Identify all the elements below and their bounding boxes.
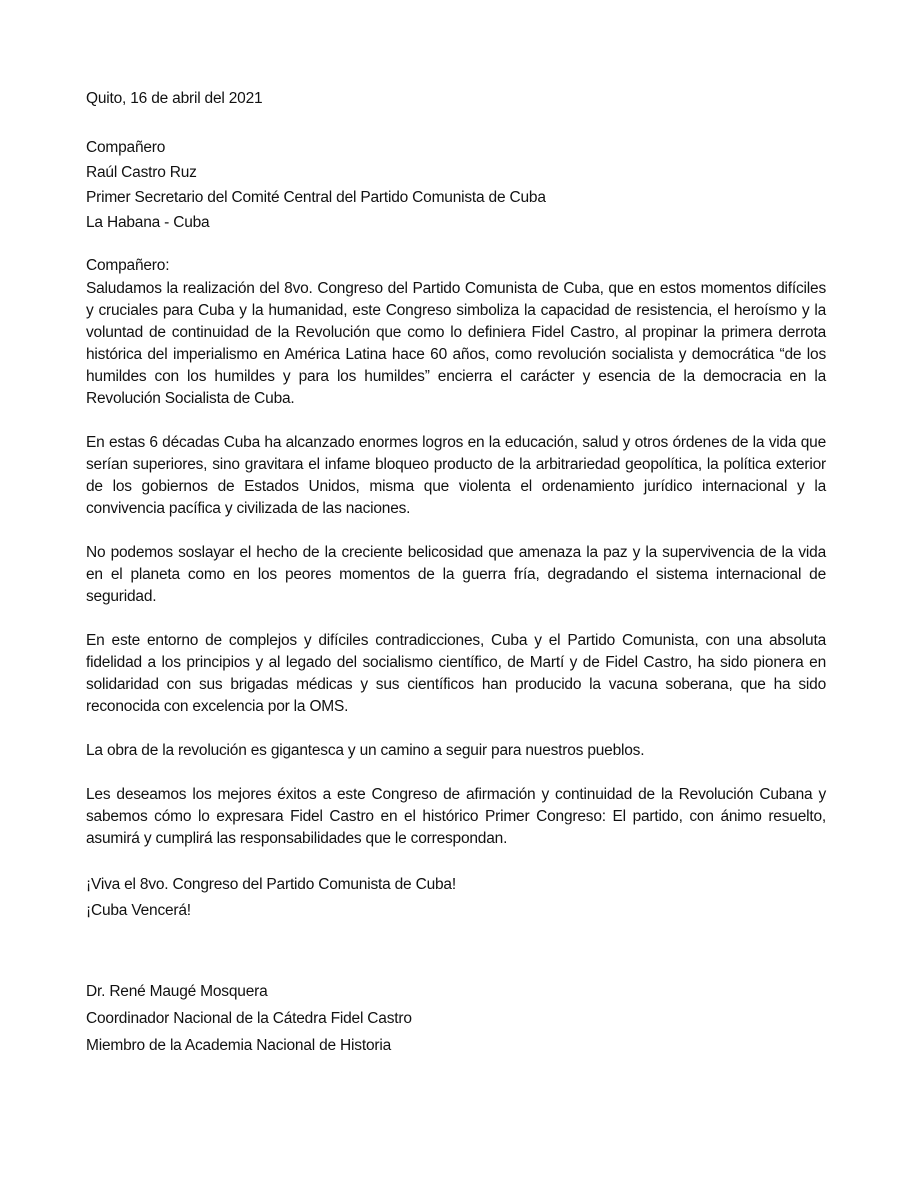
signature-title-2: Miembro de la Academia Nacional de Historia [86, 1037, 391, 1054]
recipient-block [86, 135, 826, 235]
paragraph-5: La obra de la revolución es gigantesca y un camino a seguir para nuestros pueblos. [86, 742, 645, 759]
letter-date: Quito, 16 de abril del 2021 [86, 90, 263, 107]
letter-page [86, 86, 826, 1059]
closing-block [86, 872, 826, 924]
paragraph-6: Les deseamos los mejores éxitos a este Congreso de afirmación y continuidad de la Revolución Cubana y sabemos cómo lo expresara Fidel Castro en el histórico Primer Congreso: El partido, con ánimo resuelto, asumirá y cumplirá las responsabilidades que le correspondan. [86, 786, 826, 847]
paragraph-1: Saludamos la realización del 8vo. Congreso del Partido Comunista de Cuba, que en estos momentos difíciles y cruciales para Cuba y la humanidad, este Congreso simboliza la capacidad de resistencia, el heroísmo y la voluntad de continuidad de la Revolución que como lo definiera Fidel Castro, al propinar la primera derrota histórica del imperialismo en América Latina hace 60 años, como revolución socialista y democrática “de los humildes con los humildes y para los humildes” encierra el carácter y esencia de la democracia en la Revolución Socialista de Cuba. [86, 280, 826, 407]
paragraph-3: No podemos soslayar el hecho de la creciente belicosidad que amenaza la paz y la supervivencia de la vida en el planeta como en los peores momentos de la guerra fría, degradando el sistema internacional de seguridad. [86, 544, 826, 605]
signature-name: Dr. René Maugé Mosquera [86, 983, 268, 1000]
salutation: Compañero: [86, 257, 170, 274]
closing-line-2: ¡Cuba Vencerá! [86, 902, 191, 919]
signature-title-1: Coordinador Nacional de la Cátedra Fidel Castro [86, 1010, 412, 1027]
signature-block [86, 978, 826, 1059]
paragraph-4: En este entorno de complejos y difíciles contradicciones, Cuba y el Partido Comunista, con una absoluta fidelidad a los principios y al legado del socialismo científico, de Martí y de Fidel Castro, ha sido pionera en solidaridad con sus brigadas médicas y sus científicos han producido la vacuna soberana, que ha sido reconocida con excelencia por la OMS. [86, 632, 826, 715]
recipient-position: Primer Secretario del Comité Central del Partido Comunista de Cuba [86, 189, 546, 206]
recipient-name: Raúl Castro Ruz [86, 164, 197, 181]
recipient-location: La Habana - Cuba [86, 214, 210, 231]
paragraph-2: En estas 6 décadas Cuba ha alcanzado enormes logros en la educación, salud y otros órdenes de la vida que serían superiores, sino gravitara el infame bloqueo producto de la arbitrariedad geopolítica, la política exterior de los gobiernos de Estados Unidos, misma que violenta el ordenamiento jurídico internacional y la convivencia pacífica y civilizada de las naciones. [86, 434, 826, 517]
closing-line-1: ¡Viva el 8vo. Congreso del Partido Comunista de Cuba! [86, 876, 456, 893]
recipient-line-1: Compañero [86, 139, 166, 156]
